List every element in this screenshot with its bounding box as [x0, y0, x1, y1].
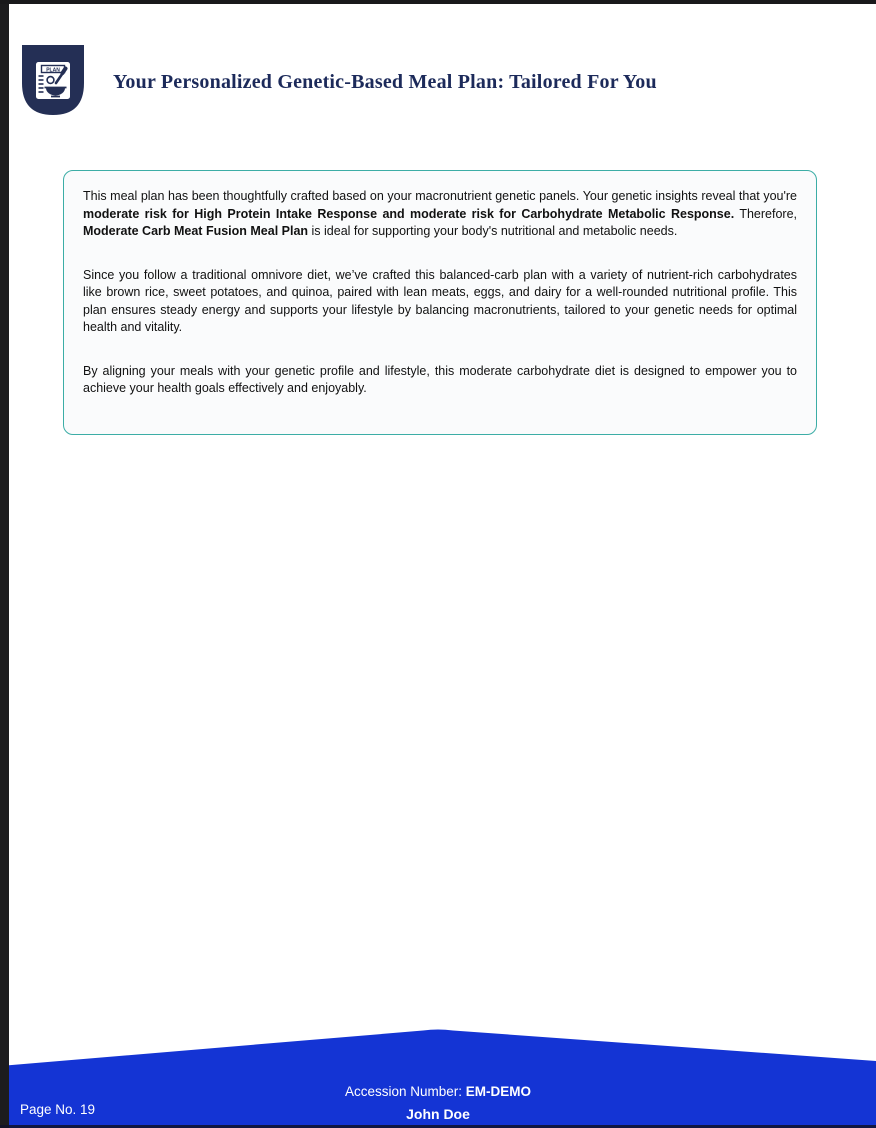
- accession-number-value: EM-DEMO: [465, 1084, 532, 1099]
- accession-number: [0, 1084, 876, 1099]
- accession-number-label: Accession Number:: [344, 1084, 466, 1099]
- summary-paragraph-diet-details: Since you follow a traditional omnivore diet, we’ve crafted this balanced-carb plan with a variety of nutrient-rich carbohydrates like brown rice, sweet potatoes, and quinoa, paired with lean meats, eggs, and dairy for a well-rounded nutritional profile. This plan ensures steady energy and supports your lifestyle by balancing macronutrients, tailored to your genetic needs for optimal health and vitality.: [83, 267, 797, 334]
- summary-paragraph-genetic-panels: This meal plan has been thoughtfully crafted based on your macronutrient genetic panels. Your genetic insights reveal that you're moderate risk for High Protein Intake Response and moderate risk for Carbohydrate Metabolic Response. Therefore, Moderate Carb Meat Fusion Meal Plan is ideal for supporting your body's nutritional and metabolic needs.: [83, 189, 797, 238]
- patient-name: John Doe: [406, 1106, 470, 1122]
- logo-label: PLAN: [46, 67, 60, 74]
- meal-plan-logo-icon: [22, 45, 84, 115]
- page-number: Page No. 19: [20, 1102, 96, 1117]
- page-title: Your Personalized Genetic-Based Meal Plan: Tailored For You: [113, 71, 657, 93]
- summary-paragraph-goals: By aligning your meals with your genetic profile and lifestyle, this moderate carbohydrate diet is designed to empower you to achieve your health goals effectively and enjoyably.: [83, 363, 797, 395]
- page-footer: [0, 1028, 876, 1128]
- meal-plan-summary-box: [63, 170, 817, 435]
- page-edge-left: [0, 0, 9, 1128]
- page-edge-top: [0, 0, 876, 4]
